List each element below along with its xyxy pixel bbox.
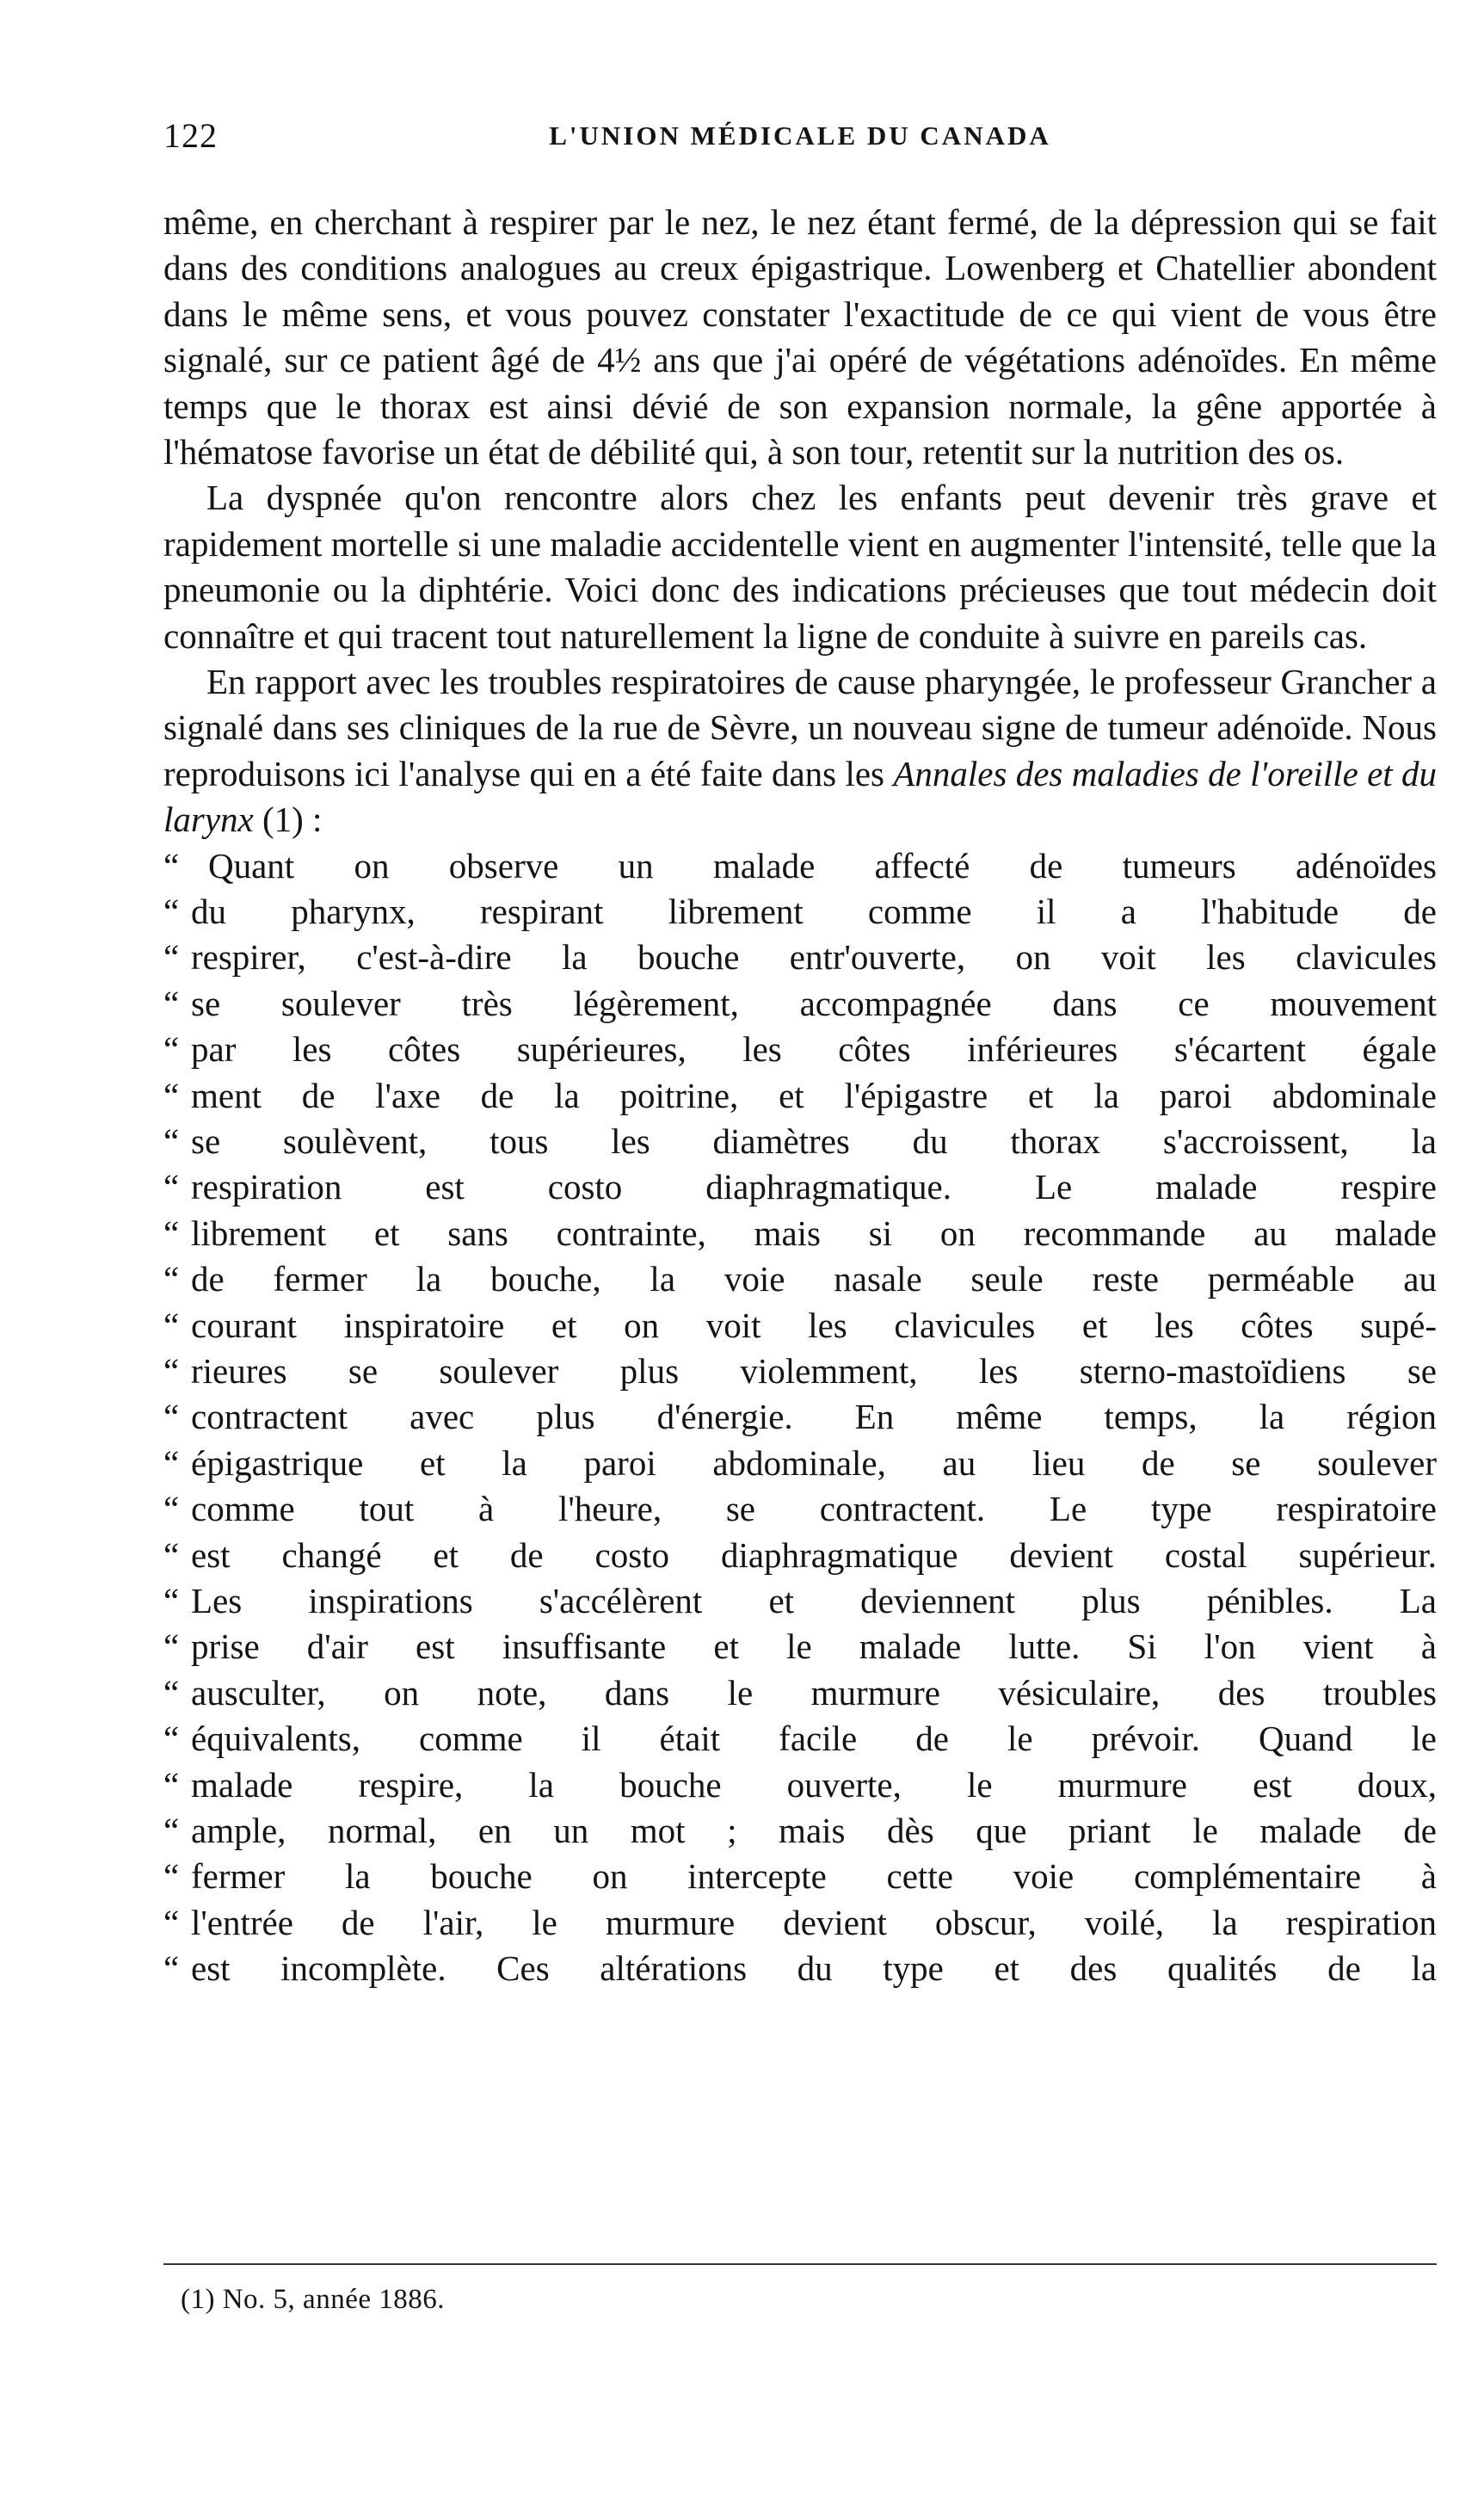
quote-line [163, 1349, 1437, 1394]
quote-line-text: du pharynx, respirant librement comme il a l'habitude de [191, 892, 1437, 932]
quote-line [163, 1027, 1437, 1072]
quote-line-text: respirer, c'est-à-dire la bouche entr'ouverte, on voit les clavicules [191, 937, 1437, 978]
quote-mark: “ [163, 892, 180, 932]
quote-line [163, 1211, 1437, 1256]
quote-line [163, 1073, 1437, 1119]
quote-line [163, 1164, 1437, 1210]
quote-line-text: contractent avec plus d'énergie. En même temps, la région [191, 1397, 1437, 1437]
quote-line [163, 1716, 1437, 1762]
quote-line-text: se soulèvent, tous les diamètres du thorax s'accroissent, la [191, 1121, 1437, 1162]
quote-line-text: est changé et de costo diaphragmatique devient costal supérieur. [191, 1534, 1437, 1575]
quote-mark: “ [163, 1856, 180, 1897]
quote-mark: “ [163, 1489, 180, 1529]
footnote: (1) No. 5, année 1886. [181, 2284, 446, 2315]
quote-line [163, 1256, 1437, 1302]
quote-mark: “ [163, 845, 180, 886]
quote-line [163, 935, 1437, 980]
paragraph-3 [163, 659, 1437, 843]
quote-line-text: prise d'air est insuffisante et le malade lutte. Si l'on vient à [191, 1626, 1437, 1667]
journal-title: Annales des maladies de l'oreille et du larynx [163, 753, 1437, 840]
quote-mark: “ [163, 1075, 180, 1115]
quote-line [163, 1762, 1437, 1808]
quote-mark: “ [163, 1810, 180, 1850]
quote-mark: “ [163, 1350, 180, 1391]
body-text [163, 200, 1437, 1991]
footnote-rule [163, 2263, 1437, 2265]
quote-line [163, 1394, 1437, 1440]
quote-line [163, 1900, 1437, 1946]
quote-mark: “ [163, 1534, 180, 1575]
quote-line [163, 1808, 1437, 1854]
quote-mark: “ [163, 1948, 180, 1989]
quote-mark: “ [163, 1719, 180, 1759]
paragraph-1: même, en cherchant à respirer par le nez, le nez étant fermé, de la dépression qui se fait dans des conditions analogues au creux épigastrique. Lowenberg et Chatellier abondent dans le même sens, et vous pouvez constater l'exactitude de ce qui vient de vous être signalé, sur ce patient âgé de 4½ ans que j'ai opéré de végétations adénoïdes. En même temps que le thorax est ainsi dévié de son expansion normale, la gêne apportée à l'hématose favorise un état de débilité qui, à son tour, retentit sur la nutrition des os. [163, 202, 1437, 472]
quote-mark: “ [163, 983, 180, 1023]
quote-mark: “ [163, 1672, 180, 1713]
quote-mark: “ [163, 1902, 180, 1942]
quote-line-text: comme tout à l'heure, se contractent. Le type respiratoire [191, 1489, 1437, 1529]
quote-line-text: Quant on observe un malade affecté de tumeurs adénoïdes [208, 845, 1437, 886]
quote-line-text: respiration est costo diaphragmatique. Le malade respire [191, 1167, 1437, 1207]
quote-line [163, 1946, 1437, 1991]
paragraph-3-end: (1) : [253, 799, 323, 840]
quote-mark: “ [163, 1442, 180, 1483]
quote-mark: “ [163, 1259, 180, 1299]
quote-mark: “ [163, 1167, 180, 1207]
quote-line [163, 889, 1437, 935]
quote-line-text: se soulever très légèrement, accompagnée dans ce mouvement [191, 983, 1437, 1023]
quote-mark: “ [163, 1213, 180, 1253]
quote-line-text: ment de l'axe de la poitrine, et l'épigastre et la paroi abdominale [191, 1075, 1437, 1115]
quote-line [163, 1533, 1437, 1578]
quote-line [163, 1303, 1437, 1349]
quote-line-text: de fermer la bouche, la voie nasale seule reste perméable au [191, 1259, 1437, 1299]
quote-line-text: fermer la bouche on intercepte cette voie complémentaire à [191, 1856, 1437, 1897]
quote-mark: “ [163, 1397, 180, 1437]
quote-mark: “ [163, 1121, 180, 1162]
quote-line-text: est incomplète. Ces altérations du type et des qualités de la [191, 1948, 1437, 1989]
quote-line-text: ample, normal, en un mot ; mais dès que priant le malade de [191, 1810, 1437, 1850]
quote-mark: “ [163, 1029, 180, 1070]
quote-line-text: épigastrique et la paroi abdominale, au lieu de se soulever [191, 1442, 1437, 1483]
page-number: 122 [163, 116, 218, 155]
quote-line [163, 1441, 1437, 1486]
quote-line [163, 1578, 1437, 1624]
quote-mark: “ [163, 1764, 180, 1805]
quote-line-text: rieures se soulever plus violemment, les sterno-mastoïdiens se [191, 1350, 1437, 1391]
quote-line [163, 1119, 1437, 1164]
quote-line [163, 1670, 1437, 1716]
quote-mark: “ [163, 1580, 180, 1620]
quote-line-text: Les inspirations s'accélèrent et deviennent plus pénibles. La [191, 1580, 1437, 1620]
quotation [163, 843, 1437, 1992]
quote-line-text: courant inspiratoire et on voit les clavicules et les côtes supé- [191, 1305, 1437, 1345]
quote-line-text: l'entrée de l'air, le murmure devient obscur, voilé, la respiration [191, 1902, 1437, 1942]
quote-line-text: ausculter, on note, dans le murmure vésiculaire, des troubles [191, 1672, 1437, 1713]
quote-mark: “ [163, 1305, 180, 1345]
quote-line [163, 1854, 1437, 1899]
quote-line-text: librement et sans contrainte, mais si on recommande au malade [191, 1213, 1437, 1253]
paragraph-2: La dyspnée qu'on rencontre alors chez les enfants peut devenir très grave et rapidement mortelle si une maladie accidentelle vient en augmenter l'intensité, telle que la pneumonie ou la diphtérie. Voici donc des indications précieuses que tout médecin doit connaître et qui tracent tout naturellement la ligne de conduite à suivre en pareils cas. [163, 478, 1437, 656]
quote-line-text: malade respire, la bouche ouverte, le murmure est doux, [191, 1764, 1437, 1805]
quote-line [163, 843, 1437, 889]
quote-mark: “ [163, 1626, 180, 1667]
page-header [163, 115, 1437, 167]
quote-line [163, 1486, 1437, 1532]
paragraph-3-text: En rapport avec les troubles respiratoires de cause pharyngée, le professeur Grancher a signalé dans ses cliniques de la rue de Sèvre, un nouveau signe de tumeur adénoïde. Nous reproduisons ici l'analyse qui en a été faite dans les [163, 662, 1437, 793]
quote-line [163, 1624, 1437, 1670]
quote-mark: “ [163, 937, 180, 978]
quote-line [163, 981, 1437, 1027]
quote-line-text: équivalents, comme il était facile de le prévoir. Quand le [191, 1719, 1437, 1759]
quote-line-text: par les côtes supérieures, les côtes inférieures s'écartent égale [191, 1029, 1437, 1070]
running-head: L'UNION MÉDICALE DU CANADA [549, 120, 1051, 151]
